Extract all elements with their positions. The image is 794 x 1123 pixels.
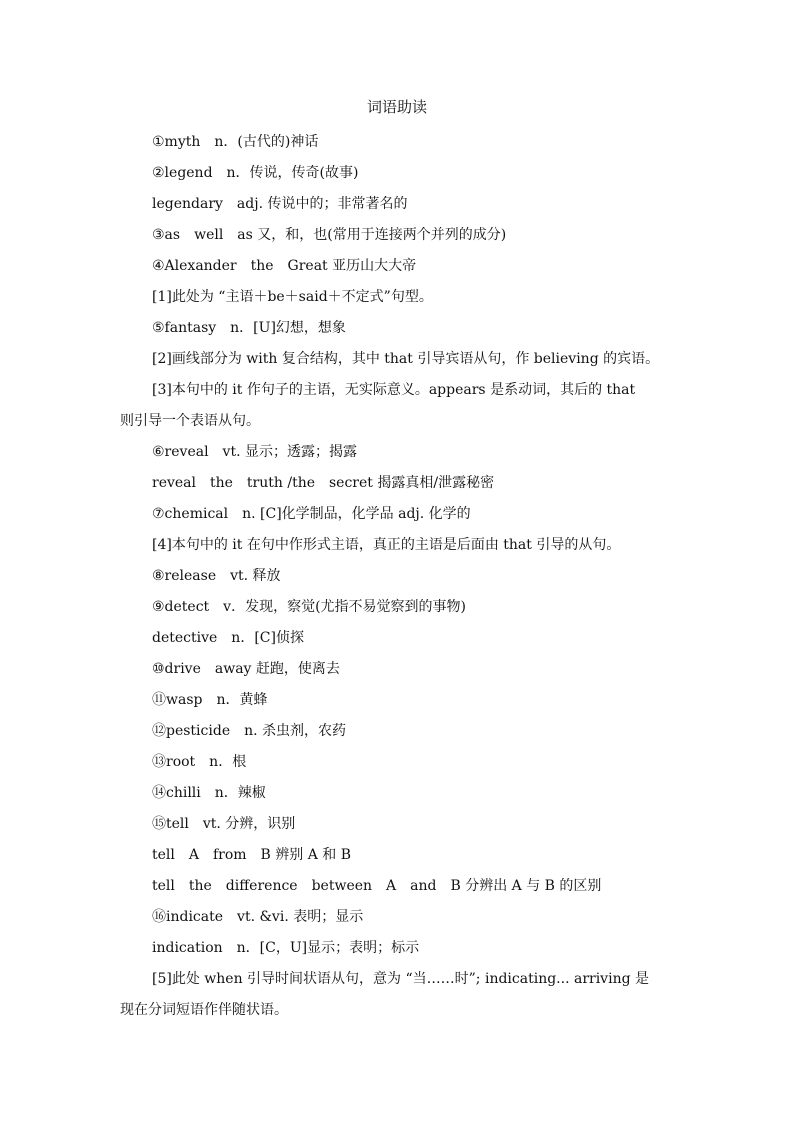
entry-line: ②legend n．传说，传奇(故事) xyxy=(152,165,359,181)
entry-line: tell the difference between A and B 分辨出 A 与 B 的区别 xyxy=(152,878,602,894)
page-title: 词语助读 xyxy=(366,98,427,116)
entry-line: ⑯indicate vt. &vi. 表明；显示 xyxy=(152,909,364,925)
entry-line: ⑪wasp n．黄蜂 xyxy=(152,692,268,708)
entry-line: ⑬root n．根 xyxy=(152,754,247,770)
entry-line: ⑦chemical n. [C]化学制品，化学品 adj. 化学的 xyxy=(152,506,471,522)
entry-line: tell A from B 辨别 A 和 B xyxy=(152,847,352,863)
entry-line: ⑮tell vt. 分辨，识别 xyxy=(152,816,296,832)
entry-line: legendary adj. 传说中的；非常著名的 xyxy=(152,196,408,212)
entry-line: [5]此处 when 引导时间状语从句，意为 “当……时”; indicating... arriving 是 xyxy=(152,971,649,987)
entry-line: ⑨detect v．发现，察觉(尤指不易觉察到的事物) xyxy=(152,599,467,615)
entry-line: reveal the truth /the secret 揭露真相/泄露秘密 xyxy=(152,475,495,491)
entry-line: ⑭chilli n．辣椒 xyxy=(152,785,266,801)
entry-line: ①myth n．(古代的)神话 xyxy=(152,134,319,150)
entry-line: ④Alexander the Great 亚历山大大帝 xyxy=(152,258,417,274)
entry-line: 则引导一个表语从句。 xyxy=(120,413,260,429)
entry-line: detective n．[C]侦探 xyxy=(152,630,304,646)
entry-line: ⑩drive away 赶跑，使离去 xyxy=(152,661,340,677)
entry-line: 现在分词短语作伴随状语。 xyxy=(120,1002,288,1018)
entry-line: ⑧release vt. 释放 xyxy=(152,568,281,584)
entry-line: [4]本句中的 it 在句中作形式主语，真正的主语是后面由 that 引导的从句。 xyxy=(152,537,621,553)
entry-line: indication n．[C，U]显示；表明；标示 xyxy=(152,940,420,956)
entry-list xyxy=(120,127,685,1026)
entry-line: ⑤fantasy n．[U]幻想，想象 xyxy=(152,320,346,336)
entry-line: [2]画线部分为 with 复合结构，其中 that 引导宾语从句，作 believing 的宾语。 xyxy=(152,351,660,367)
entry-line: [1]此处为 “主语＋be＋said＋不定式”句型。 xyxy=(152,289,433,305)
entry-line: ⑫pesticide n. 杀虫剂，农药 xyxy=(152,723,347,739)
entry-line: ③as well as 又，和，也(常用于连接两个并列的成分) xyxy=(152,227,507,243)
entry-line: ⑥reveal vt. 显示；透露；揭露 xyxy=(152,444,357,460)
entry-line: [3]本句中的 it 作句子的主语，无实际意义。appears 是系动词，其后的 that xyxy=(152,382,636,398)
